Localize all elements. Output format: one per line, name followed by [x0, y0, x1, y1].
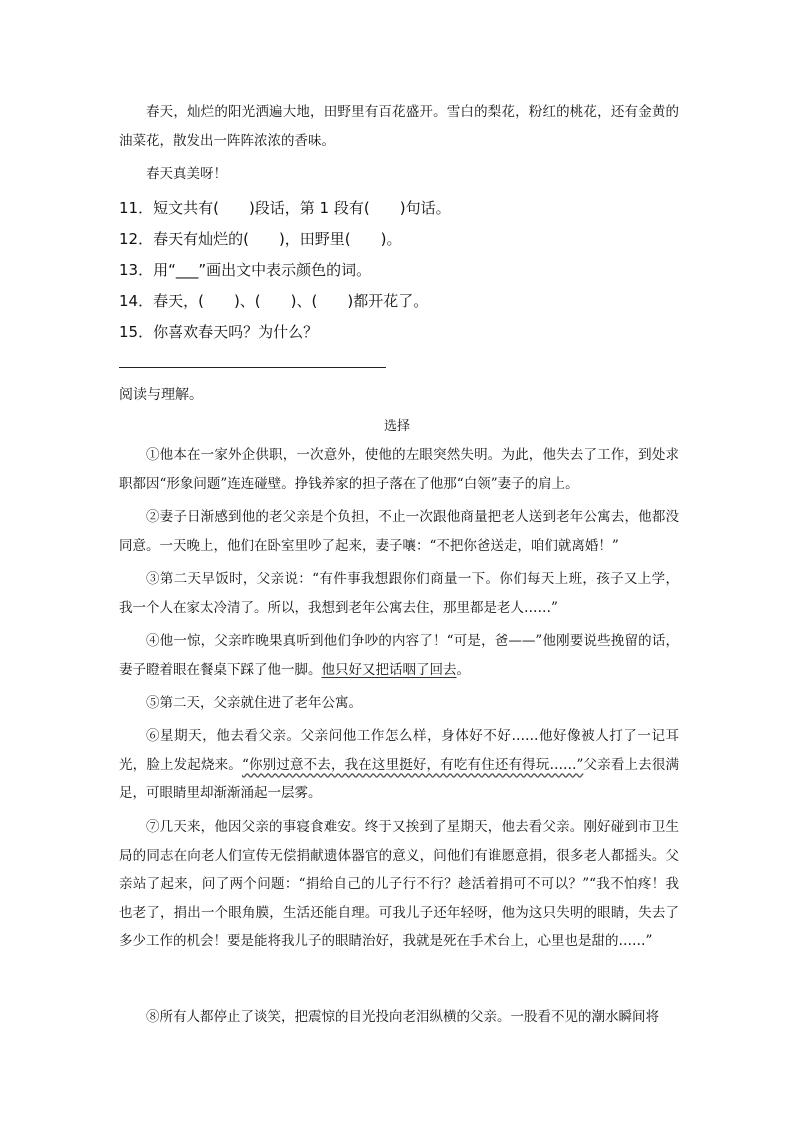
article-title: 选择: [383, 419, 410, 434]
question-13: 13．用“___”画出文中表示颜色的词。: [119, 261, 372, 279]
question-11: 11．短文共有( )段话，第 1 段有( )句话。: [119, 199, 451, 217]
wavy-underlined-quote: “你别过意不去，我在这里挺好，有吃有住还有得玩……”: [241, 756, 584, 773]
article-paragraph-6: [119, 722, 679, 808]
article-paragraph-7: ⑦几天来，他因父亲的事寝食难安。终于又挨到了星期天，他去看父亲。刚好碰到市卫生局的同志在向老人们宣传无偿捐献遗体器官的意义，问他们有谁愿意捐，很多老人都摇头。父亲站了起来，问了两个问题：“捐给自己的儿子行不行？趁活着捐可不可以？”“我不怕疼！我也老了，捐出一个眼角膜，生活还能自理。可我儿子还年轻呀，他为这只失明的眼睛，失去了多少工作的机会！要是能将我儿子的眼睛治好，我就是死在手术台上，心里也是甜的……”: [119, 819, 679, 949]
article-paragraph-3: ③第二天早饭时，父亲说：“有件事我想跟你们商量一下。你们每天上班，孩子又上学，我一个人在家太冷清了。所以，我想到老年公寓去住，那里都是老人……”: [119, 571, 679, 616]
section-heading: 阅读与理解。: [119, 387, 203, 403]
passage-paragraph-2: 春天真美呀！: [146, 166, 227, 182]
article-paragraph-6-end: 父亲看上去很满足，可眼睛里却渐渐涌起一层雾。: [119, 756, 680, 801]
article-paragraph-2: ②妻子日渐感到他的老父亲是个负担，不止一次跟他商量把老人送到老年公寓去，他都没同意。一天晚上，他们在卧室里吵了起来，妻子嚷：“不把你爸送走，咱们就离婚！”: [119, 509, 679, 554]
question-15: 15．你喜欢春天吗？为什么？: [119, 323, 319, 341]
underlined-sentence: 他只好又把话咽了回去: [321, 661, 457, 678]
question-14: 14．春天，( )、( )、( )都开花了。: [119, 292, 429, 310]
question-12: 12．春天有灿烂的( )，田野里( )。: [119, 230, 402, 248]
article-paragraph-4-text: ④他一惊，父亲昨晚果真听到他们争吵的内容了！“可是，爸——”他刚要说些挽留的话，妻子瞪着眼在餐桌下踩了他一脚。: [119, 633, 679, 678]
passage-paragraph-1: 春天，灿烂的阳光洒遍大地，田野里有百花盛开。雪白的梨花，粉红的桃花，还有金黄的油菜花，散发出一阵阵浓浓的香味。: [119, 104, 679, 149]
article-paragraph-8: ⑧所有人都停止了谈笑，把震惊的目光投向老泪纵横的父亲。一股看不见的潮水瞬间将: [146, 1009, 659, 1025]
article-paragraph-4: [119, 627, 679, 684]
article-paragraph-4-end: 。: [456, 661, 470, 678]
article-paragraph-6-text: ⑥星期天，他去看父亲。父亲问他工作怎么样，身体好不好……他好像被人打了一记耳光，脸上发起烧来。: [119, 728, 679, 773]
answer-line: [119, 367, 386, 368]
article-paragraph-5: ⑤第二天，父亲就住进了老年公寓。: [146, 695, 362, 711]
article-paragraph-1: ①他本在一家外企供职，一次意外，使他的左眼突然失明。为此，他失去了工作，到处求职都因“形象问题”连连碰壁。挣钱养家的担子落在了他那“白领”妻子的肩上。: [119, 447, 679, 492]
